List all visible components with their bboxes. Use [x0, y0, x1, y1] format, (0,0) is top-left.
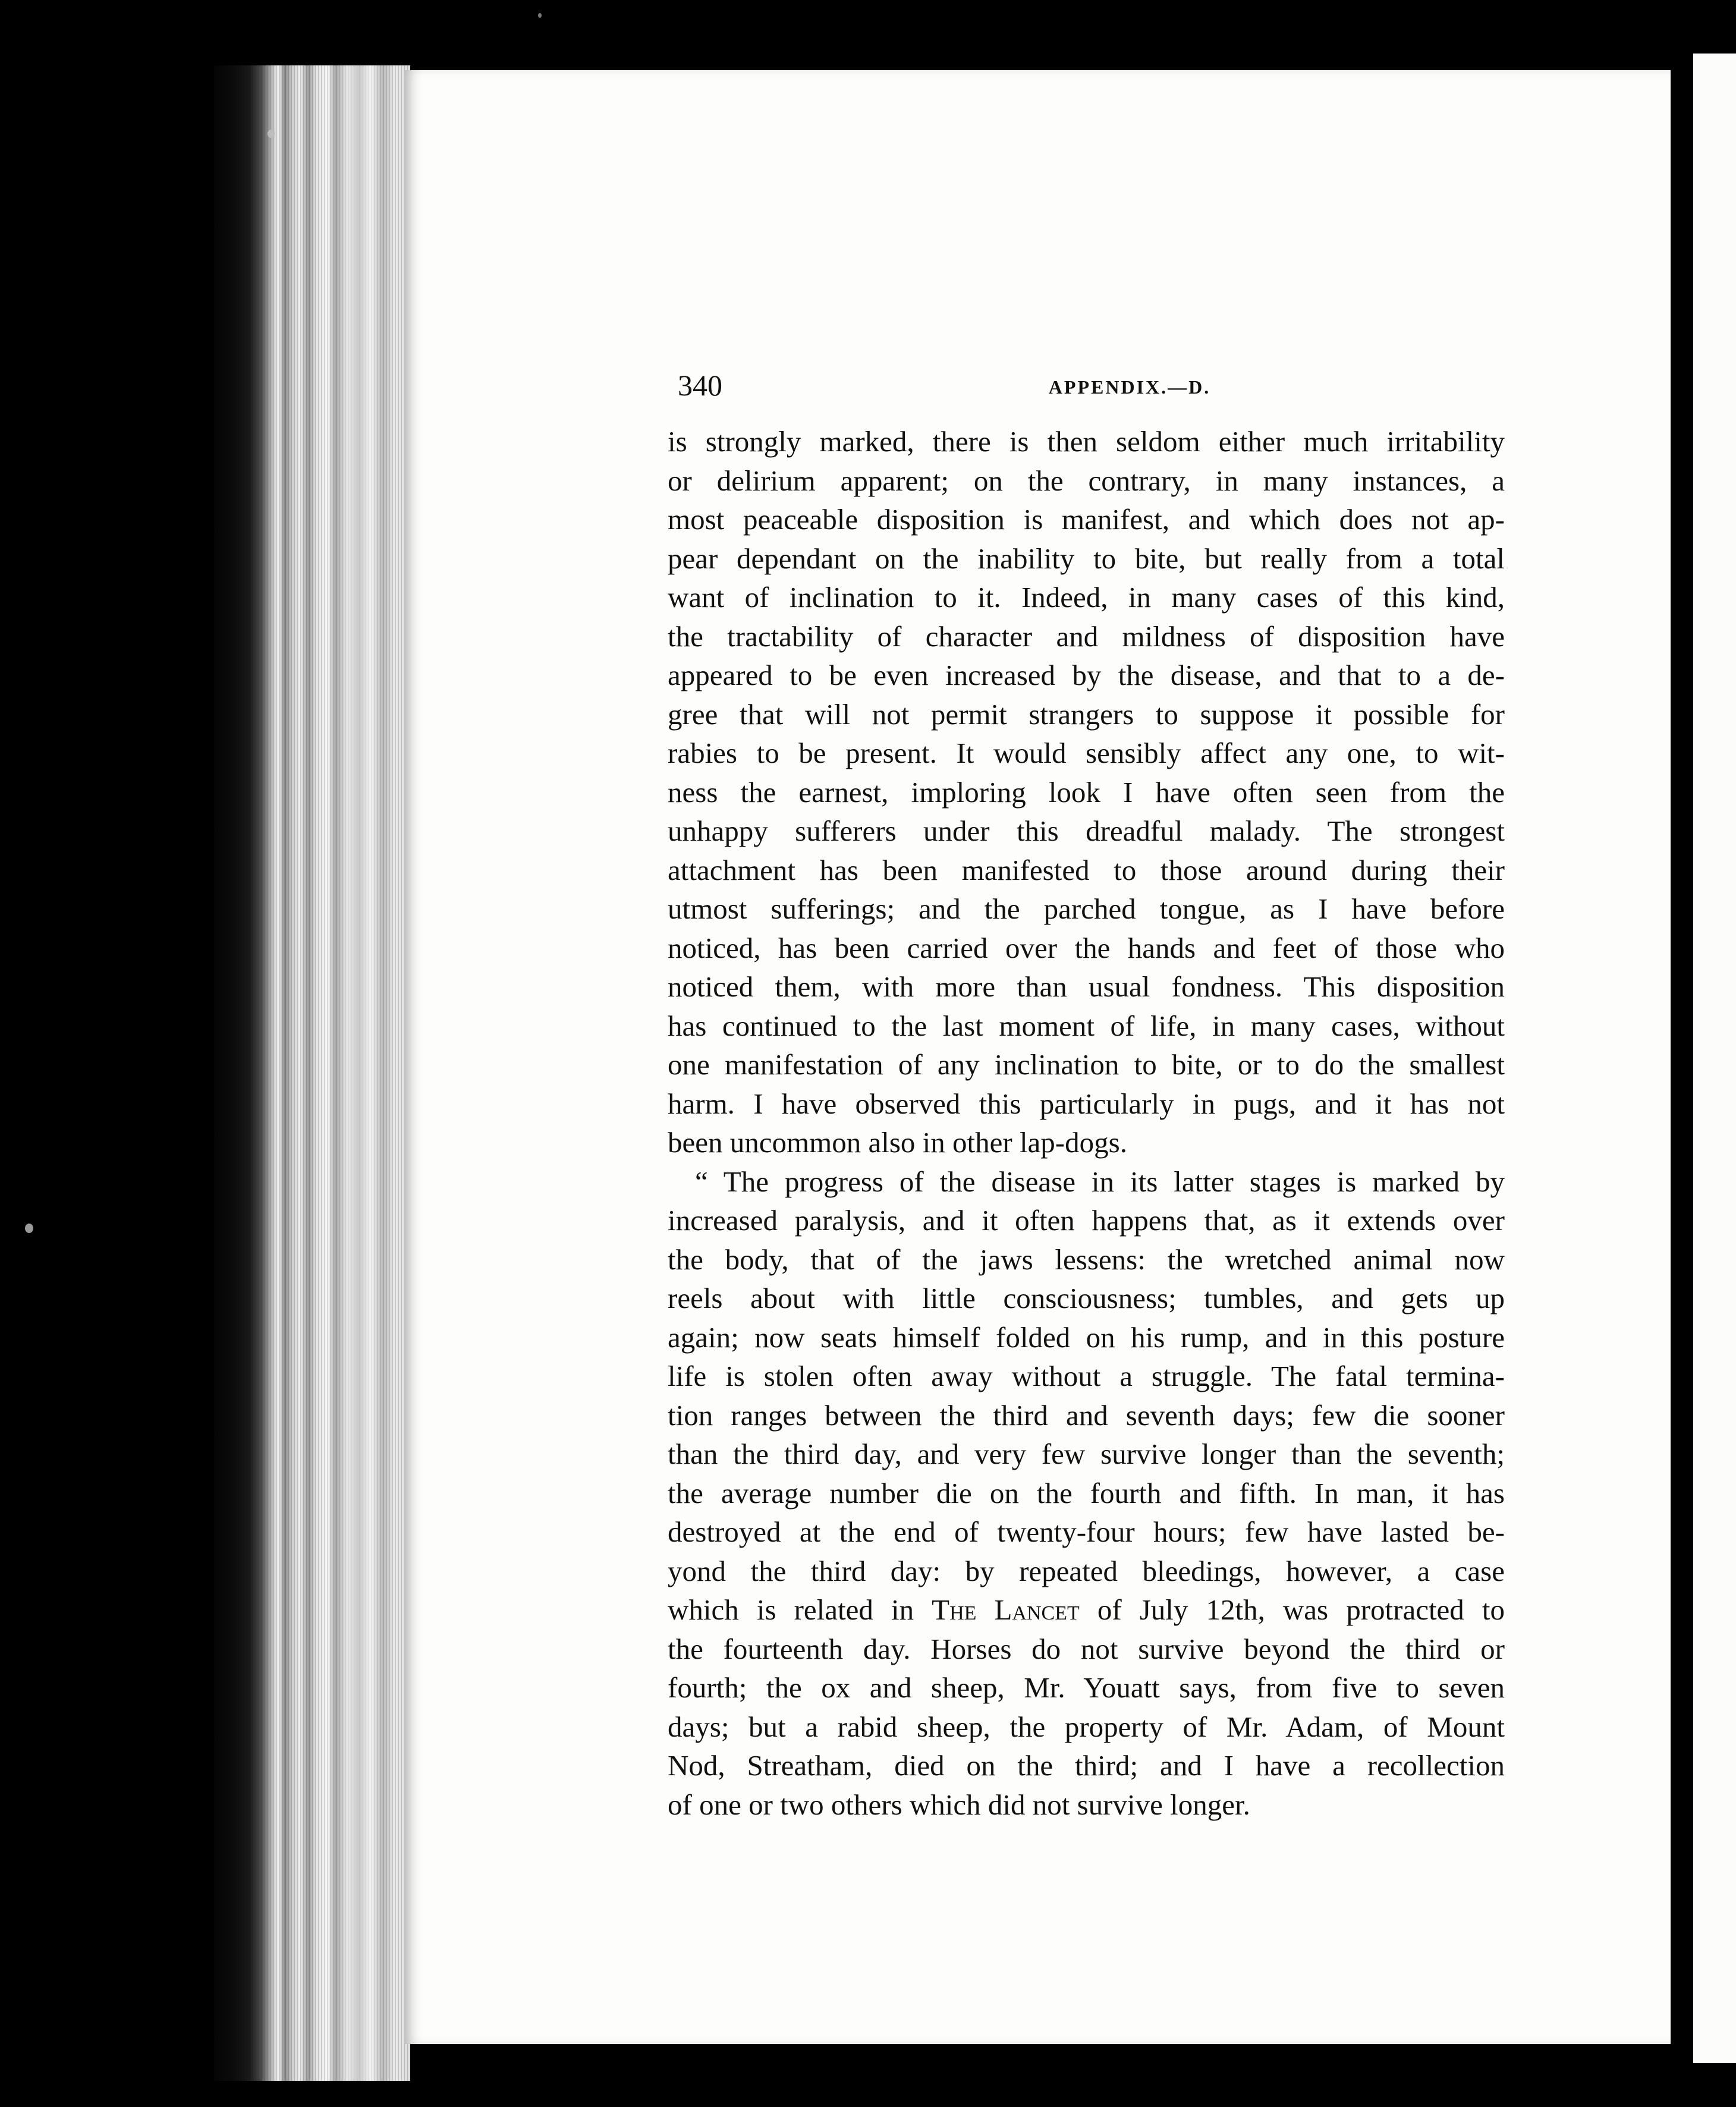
- text-line: attachment has been manifested to those around during their: [668, 853, 1505, 886]
- text-line: the body, that of the jaws lessens: the wretched animal now: [668, 1243, 1505, 1276]
- paragraph-last-line: of one or two others which did not survive longer.: [668, 1788, 1250, 1821]
- scan-speck: [538, 13, 542, 18]
- journal-title: The Lancet: [932, 1593, 1080, 1626]
- text-line: again; now seats himself folded on his rump, and in this posture: [668, 1320, 1505, 1354]
- paragraph-first-line: “ The progress of the disease in its latter stages is marked by: [695, 1165, 1505, 1198]
- text-line: tion ranges between the third and seventh days; few die sooner: [668, 1398, 1505, 1432]
- text-line: the tractability of character and mildness of disposition have: [668, 619, 1505, 653]
- page-header: [678, 367, 1546, 403]
- text-line: yond the third day: by repeated bleedings, however, a case: [668, 1554, 1505, 1587]
- text-line: unhappy sufferers under this dreadful malady. The strongest: [668, 815, 1505, 847]
- scan-speck: [268, 130, 275, 138]
- book-page-edges: [214, 65, 410, 2081]
- lancet-line-after: of July 12th, was protracted to: [1079, 1593, 1505, 1626]
- text-line: utmost sufferings; and the parched tongue, as I have before: [668, 892, 1505, 925]
- text-line-with-journal: [668, 1590, 1505, 1630]
- text-line: noticed, has been carried over the hands and feet of those who: [668, 931, 1505, 964]
- text-line: the average number die on the fourth and fifth. In man, it has: [668, 1476, 1505, 1510]
- text-line: harm. I have observed this particularly in pugs, and it has not: [668, 1087, 1505, 1120]
- text-line: the fourteenth day. Horses do not survive beyond the third or: [668, 1632, 1505, 1665]
- scan-speck: [25, 1224, 33, 1233]
- lancet-line-before: which is related in: [668, 1593, 932, 1626]
- text-line: increased paralysis, and it often happens that, as it extends over: [668, 1204, 1505, 1237]
- text-line: is strongly marked, there is then seldom either much irritability: [668, 425, 1505, 458]
- text-line: Nod, Streatham, died on the third; and I have a recollection: [668, 1749, 1505, 1782]
- text-line: ness the earnest, imploring look I have often seen from the: [668, 775, 1505, 809]
- text-line: want of inclination to it. Indeed, in many cases of this kind,: [668, 581, 1505, 614]
- text-line: appeared to be even increased by the disease, and that to a de-: [668, 659, 1505, 691]
- text-line: than the third day, and very few survive longer than the seventh;: [668, 1438, 1505, 1470]
- text-line: reels about with little consciousness; tumbles, and gets up: [668, 1282, 1505, 1314]
- book-spine-shadow: [0, 0, 238, 2107]
- text-line: life is stolen often away without a struggle. The fatal termina-: [668, 1360, 1505, 1392]
- text-line: rabies to be present. It would sensibly affect any one, to wit-: [668, 737, 1505, 769]
- body-text: [668, 422, 1505, 1824]
- book-page: [404, 70, 1671, 2044]
- text-line: destroyed at the end of twenty-four hours; few have lasted be-: [668, 1515, 1505, 1548]
- text-line: days; but a rabid sheep, the property of Mr. Adam, of Mount: [668, 1710, 1505, 1743]
- text-line: most peaceable disposition is manifest, and which does not ap-: [668, 503, 1505, 536]
- page-number: 340: [678, 369, 722, 402]
- text-line: pear dependant on the inability to bite, but really from a total: [668, 542, 1505, 575]
- running-head: APPENDIX.—D.: [1048, 376, 1211, 398]
- paragraph-last-line: been uncommon also in other lap-dogs.: [668, 1126, 1127, 1159]
- text-line: one manifestation of any inclination to bite, or to do the smallest: [668, 1048, 1505, 1081]
- text-line: noticed them, with more than usual fondness. This disposition: [668, 970, 1505, 1003]
- text-line: has continued to the last moment of life, in many cases, without: [668, 1009, 1505, 1042]
- facing-page-edge: [1687, 54, 1736, 2063]
- text-line: or delirium apparent; on the contrary, in many instances, a: [668, 464, 1505, 497]
- text-line: gree that will not permit strangers to suppose it possible for: [668, 697, 1505, 731]
- text-line: fourth; the ox and sheep, Mr. Youatt says, from five to seven: [668, 1671, 1505, 1704]
